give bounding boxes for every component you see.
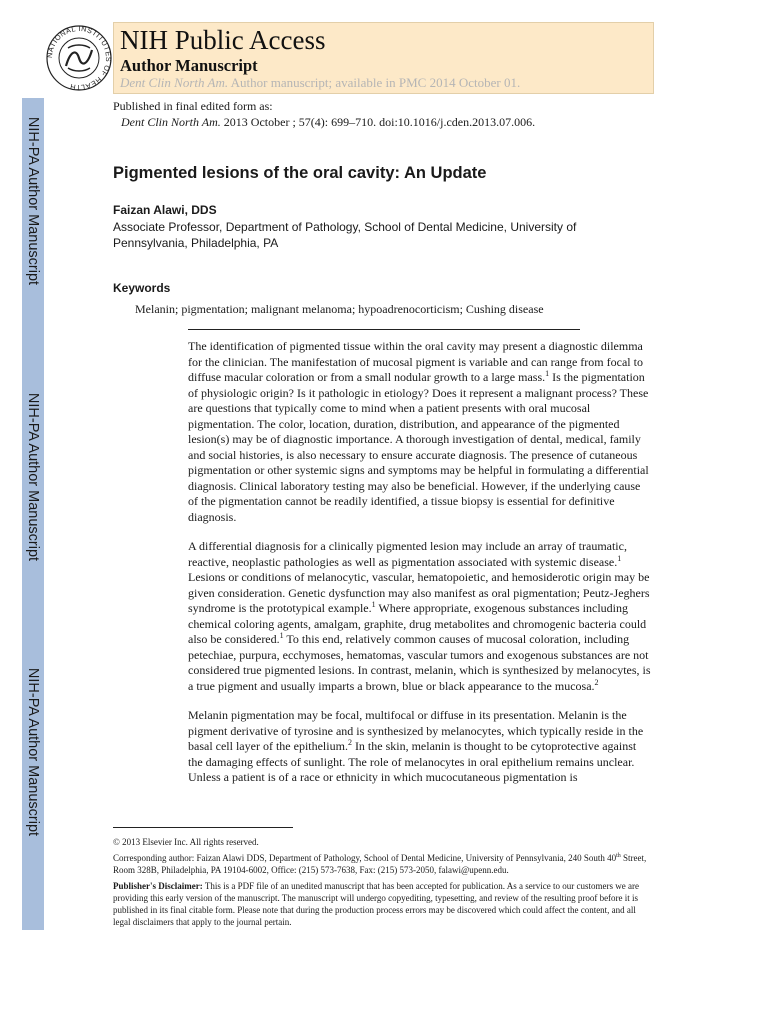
article-title: Pigmented lesions of the oral cavity: An Update [113,164,487,182]
reference-link[interactable]: 2 [594,677,599,687]
side-label: NIH-PA Author Manuscript [25,116,41,286]
side-label: NIH-PA Author Manuscript [25,667,41,837]
paragraph-text: A differential diagnosis for a clinically pigmented lesion may include an array of traumatic, reactive, neoplastic pathologies as well as pigmentation associated with systemic disease. [188,539,627,569]
copyright-notice: © 2013 Elsevier Inc. All rights reserved. [113,837,259,847]
header-subtitle: Author Manuscript [120,56,258,75]
reference-link[interactable]: 2 [347,738,352,747]
side-label: NIH-PA Author Manuscript [25,392,41,562]
paragraph-text: Melanin pigmentation may be focal, multifocal or diffuse in its presentation. Melanin is the pigment derivative of tyrosine and is synthesized by melanocytes, which typically reside in the basal cell layer of the epithelium. [188,708,644,753]
paragraph-text: The identification of pigmented tissue within the oral cavity may present a diagnostic dilemma for the clinician. The manifestation of mucosal pigment is variable and can range from focal to diffuse macular coloration or from a small nodular growth to a large mass. [188,339,643,384]
header-banner [113,22,654,94]
paragraph-text: Is the pigmentation of physiologic origin? Is it pathologic in etiology? Does it represent a malignant process? These are questions that typically come to mind when a patient presents with oral mucosal pigmentation. The color, location, duration, distribution, and appearance of the pigmented lesion(s) may be of diagnostic importance. A thorough investigation of dental, medical, family and social histories, is also necessary to ensure accurate diagnosis. The presence of cutaneous pigmentation or other systemic signs and symptoms may be helpful in formulating a differential diagnosis. Clinical laboratory testing may also be beneficial. However, if the underlying cause of the pigmentation cannot be readily identified, a tissue biopsy is essential for definitive diagnosis. [188,370,649,524]
disclaimer-text: This is a PDF file of an unedited manuscript that has been accepted for publication. As a service to our customers we are providing this early version of the manuscript. The manuscript will undergo copyediting, typesetting, and review of the resulting proof before it is published in its final citable form. Please note that during the production process errors may be discovered which could affect the content, and all legal disclaimers that apply to the journal pertain. [113,881,639,927]
footnote-superscript: th [616,853,621,859]
abstract-divider [188,329,580,330]
reference-link[interactable]: 1 [617,553,622,563]
citation-text[interactable]: 2013 October ; 57(4): 699–710. doi:10.1016/j.cden.2013.07.006. [223,115,536,129]
availability-text: Author manuscript; available in PMC 2014 October 01. [230,75,521,90]
journal-name: Dent Clin North Am. [120,75,229,90]
reference-link[interactable]: 1 [371,600,376,609]
paragraph-text: Lesions or conditions of melanocytic, vascular, hematopoietic, and hemosiderotic origin may be given consideration. Genetic dysfunction may also manifest as oral pigmentation; Peutz-Jeghers syndrome is the prototypical example. [188,570,650,615]
author-name: Faizan Alawi, DDS [113,203,217,217]
logo-text: NATIONAL INSTITUTES OF HEALTH [44,23,114,93]
availability-line [120,75,520,91]
citation-journal: Dent Clin North Am. [121,115,221,129]
citation-line [113,114,535,130]
published-info [113,98,535,130]
article-body [188,339,651,800]
keywords-text: Melanin; pigmentation; malignant melanoma; hypoadrenocorticism; Cushing disease [135,302,544,316]
footnote-divider [113,827,293,828]
publisher-disclaimer [113,880,653,928]
paragraph [188,539,651,694]
paragraph-text: In the skin, melanin is thought to be cytoprotective against the damaging effects of sunlight. The role of melanocytes in oral epithelium remains unclear. Unless a patient is of a race or ethnicity in which mucocutaneous pigmentation is [188,739,637,784]
published-label: Published in final edited form as: [113,99,273,113]
reference-link[interactable]: 1 [545,369,550,378]
author-affiliation: Associate Professor, Department of Pathology, School of Dental Medicine, University of Pennsylvania, Philadelphia, PA [113,220,577,250]
paragraph [188,339,651,525]
footnote-text: Street, Room 328B, Philadelphia, PA 19104-6002, Office: (215) 573-7638, Fax: (215) 573-2050, falawi@upenn.edu. [113,853,647,875]
paragraph-text: To this end, relatively common causes of mucosal coloration, including petechiae, purpura, ecchymoses, hematomas, vascular tumors and exogenous substances are not considered true pigmented lesions. In contrast, melanin, which is synthesized by melanocytes, is a true pigment and usually imparts a brown, blue or black appearance to the mucosa. [188,632,651,693]
corresponding-author [113,852,653,876]
reference-link[interactable]: 1 [279,631,284,640]
keywords-heading: Keywords [113,281,171,295]
header-title: NIH Public Access [120,25,326,55]
nih-logo [44,22,114,94]
paragraph-text: Where appropriate, exogenous substances including chemical coloring agents, amalgam, graphite, drug metabolites and chromogenic bacteria could also be considered. [188,601,647,646]
disclaimer-label: Publisher's Disclaimer: [113,881,203,891]
paragraph [188,708,651,786]
footnotes [113,836,653,932]
footnote-text: Corresponding author: Faizan Alawi DDS, Department of Pathology, School of Dental Medicine, University of Pennsylvania, 240 South 40 [113,853,617,863]
